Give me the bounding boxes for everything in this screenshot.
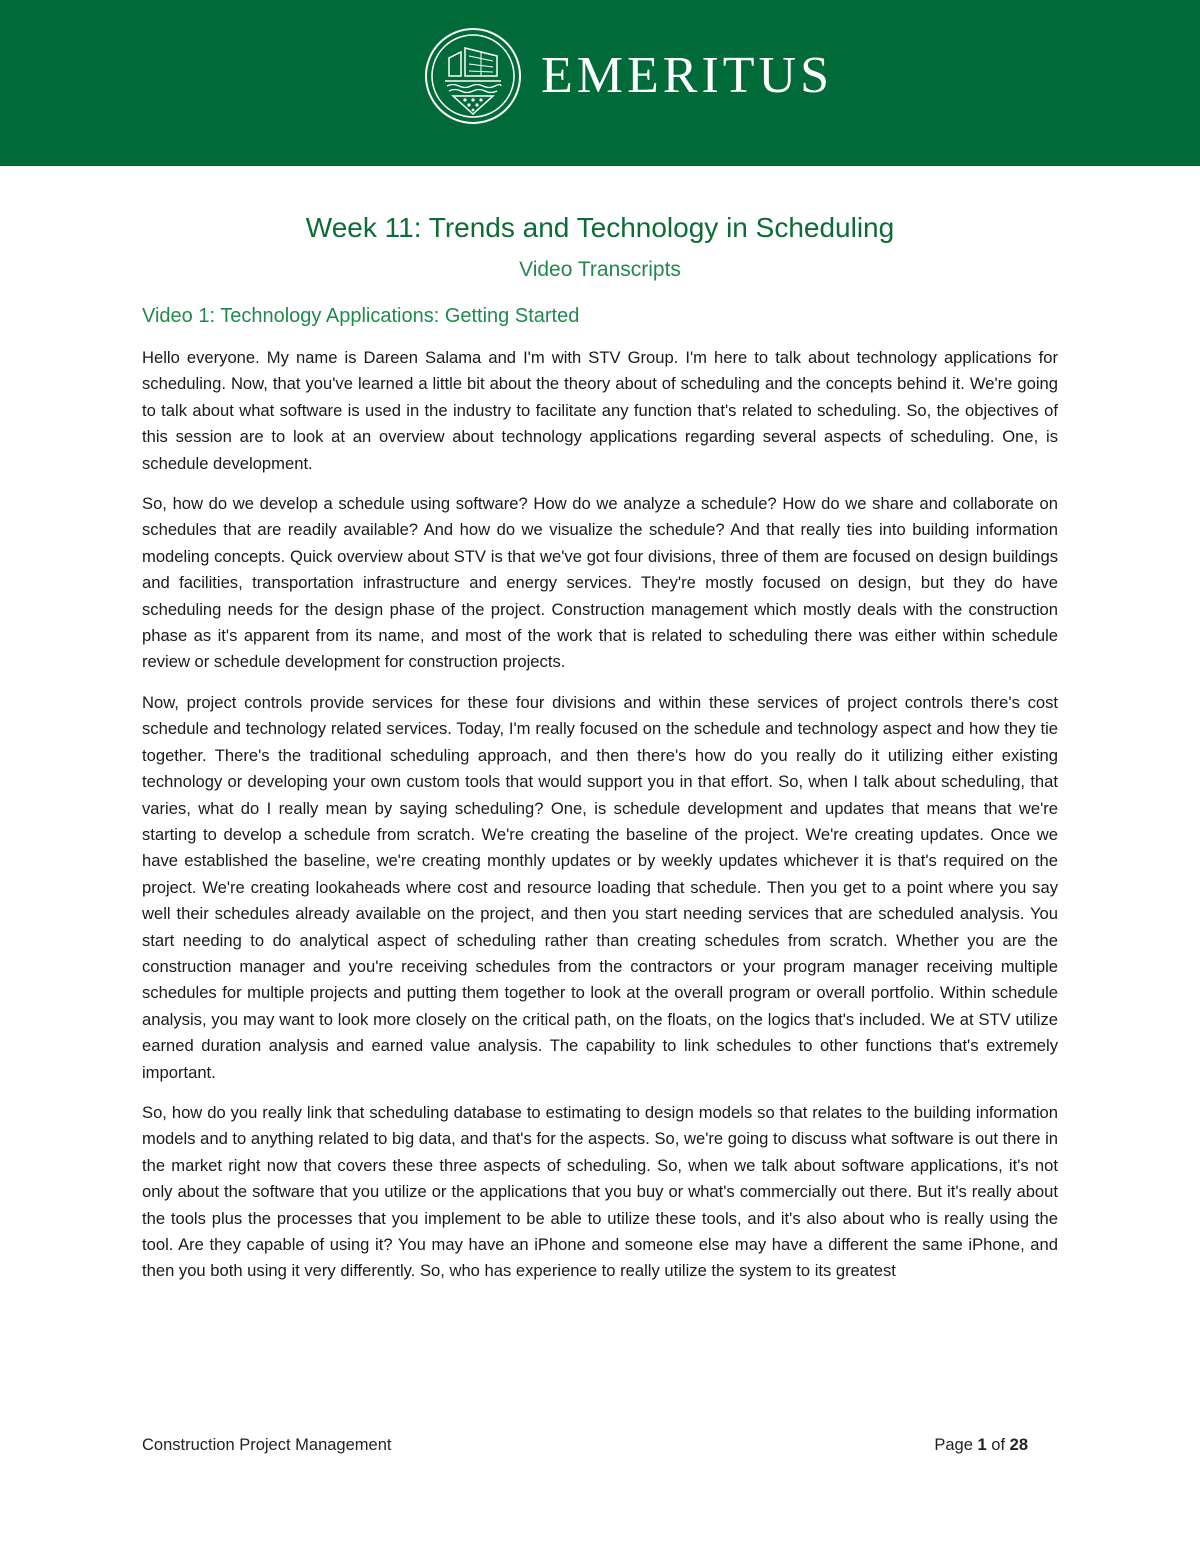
paragraph: Now, project controls provide services for these four divisions and within these services of project controls there's cost schedule and technology related services. Today, I'm really focused on the schedule and technology aspect and how they tie together. There's the traditional scheduling approach, and then there's how do you really do it utilizing either existing technology or developing your own custom tools that would support you in that effort. So, when I talk about scheduling, that varies, what do I really mean by saying scheduling? One, is schedule development and updates that means that we're starting to develop a schedule from scratch. We're creating the baseline of the project. We're creating updates. Once we have established the baseline, we're creating monthly updates or by weekly updates whichever it is that's required on the project. We're creating lookaheads where cost and resource loading that schedule. Then you get to a point where you say well their schedules already available on the project, and then you start needing services that are scheduled analysis. You start needing to do analytical aspect of scheduling rather than creating schedules from scratch. Whether you are the construction manager and you're receiving schedules from the contractors or your program manager receiving multiple schedules for multiple projects and putting them together to look at the overall program or overall portfolio. Within schedule analysis, you may want to look more closely on the critical path, on the floats, on the logics that's included. We at STV utilize earned duration analysis and earned value analysis. The capability to link schedules to other functions that's extremely important. bbox=[142, 692, 1058, 1082]
page-number bbox=[934, 1432, 1028, 1458]
paragraph: So, how do we develop a schedule using software? How do we analyze a schedule? How do we share and collaborate on schedules that are readily available? And how do we visualize the schedule? And that really ties into building information modeling concepts. Quick overview about STV is that we've got four divisions, three of them are focused on design buildings and facilities, transportation infrastructure and energy services. They're mostly focused on design, but they do have scheduling needs for the design phase of the project. Construction management which mostly deals with the construction phase as it's apparent from its name, and most of the work that is related to scheduling there was either within schedule review or schedule development for construction projects. bbox=[142, 494, 1058, 672]
section-heading: Video 1: Technology Applications: Getting Started bbox=[142, 305, 580, 327]
paragraph: So, how do you really link that scheduling database to estimating to design models so that relates to the building information models and to anything related to big data, and that's for the aspects. So, we're going to discuss what software is out there in the market right now that covers these three aspects of scheduling. So, when we talk about software applications, it's not only about the software that you utilize or the applications that you buy or what's commercially out there. But it's really about the tools plus the processes that you implement to be able to utilize these tools, and it's also about who is really using the tool. Are they capable of using it? You may have an iPhone and someone else may have a different the same iPhone, and then you both using it very differently. So, who has experience to really utilize the system to its greatest bbox=[142, 1102, 1058, 1281]
header-banner bbox=[0, 0, 1200, 166]
document-title: Week 11: Trends and Technology in Scheduling bbox=[305, 212, 895, 243]
page-total: 28 bbox=[1009, 1436, 1028, 1454]
footer-course: Construction Project Management bbox=[142, 1436, 392, 1454]
transcript-body bbox=[142, 345, 1058, 1299]
brand-name: EMERITUS bbox=[541, 47, 833, 104]
page-prefix: Page bbox=[934, 1436, 973, 1454]
brand-logo bbox=[423, 26, 833, 126]
emeritus-seal-icon bbox=[423, 26, 523, 126]
page-current: 1 bbox=[977, 1436, 987, 1454]
document-subtitle: Video Transcripts bbox=[519, 258, 681, 281]
page-of: of bbox=[991, 1436, 1006, 1454]
paragraph: Hello everyone. My name is Dareen Salama and I'm with STV Group. I'm here to talk about technology applications for scheduling. Now, that you've learned a little bit about the theory about of scheduling and the concepts behind it. We're going to talk about what software is used in the industry to facilitate any function that's related to scheduling. So, the objectives of this session are to look at an overview about technology applications regarding several aspects of scheduling. One, is schedule development. bbox=[142, 348, 1058, 473]
